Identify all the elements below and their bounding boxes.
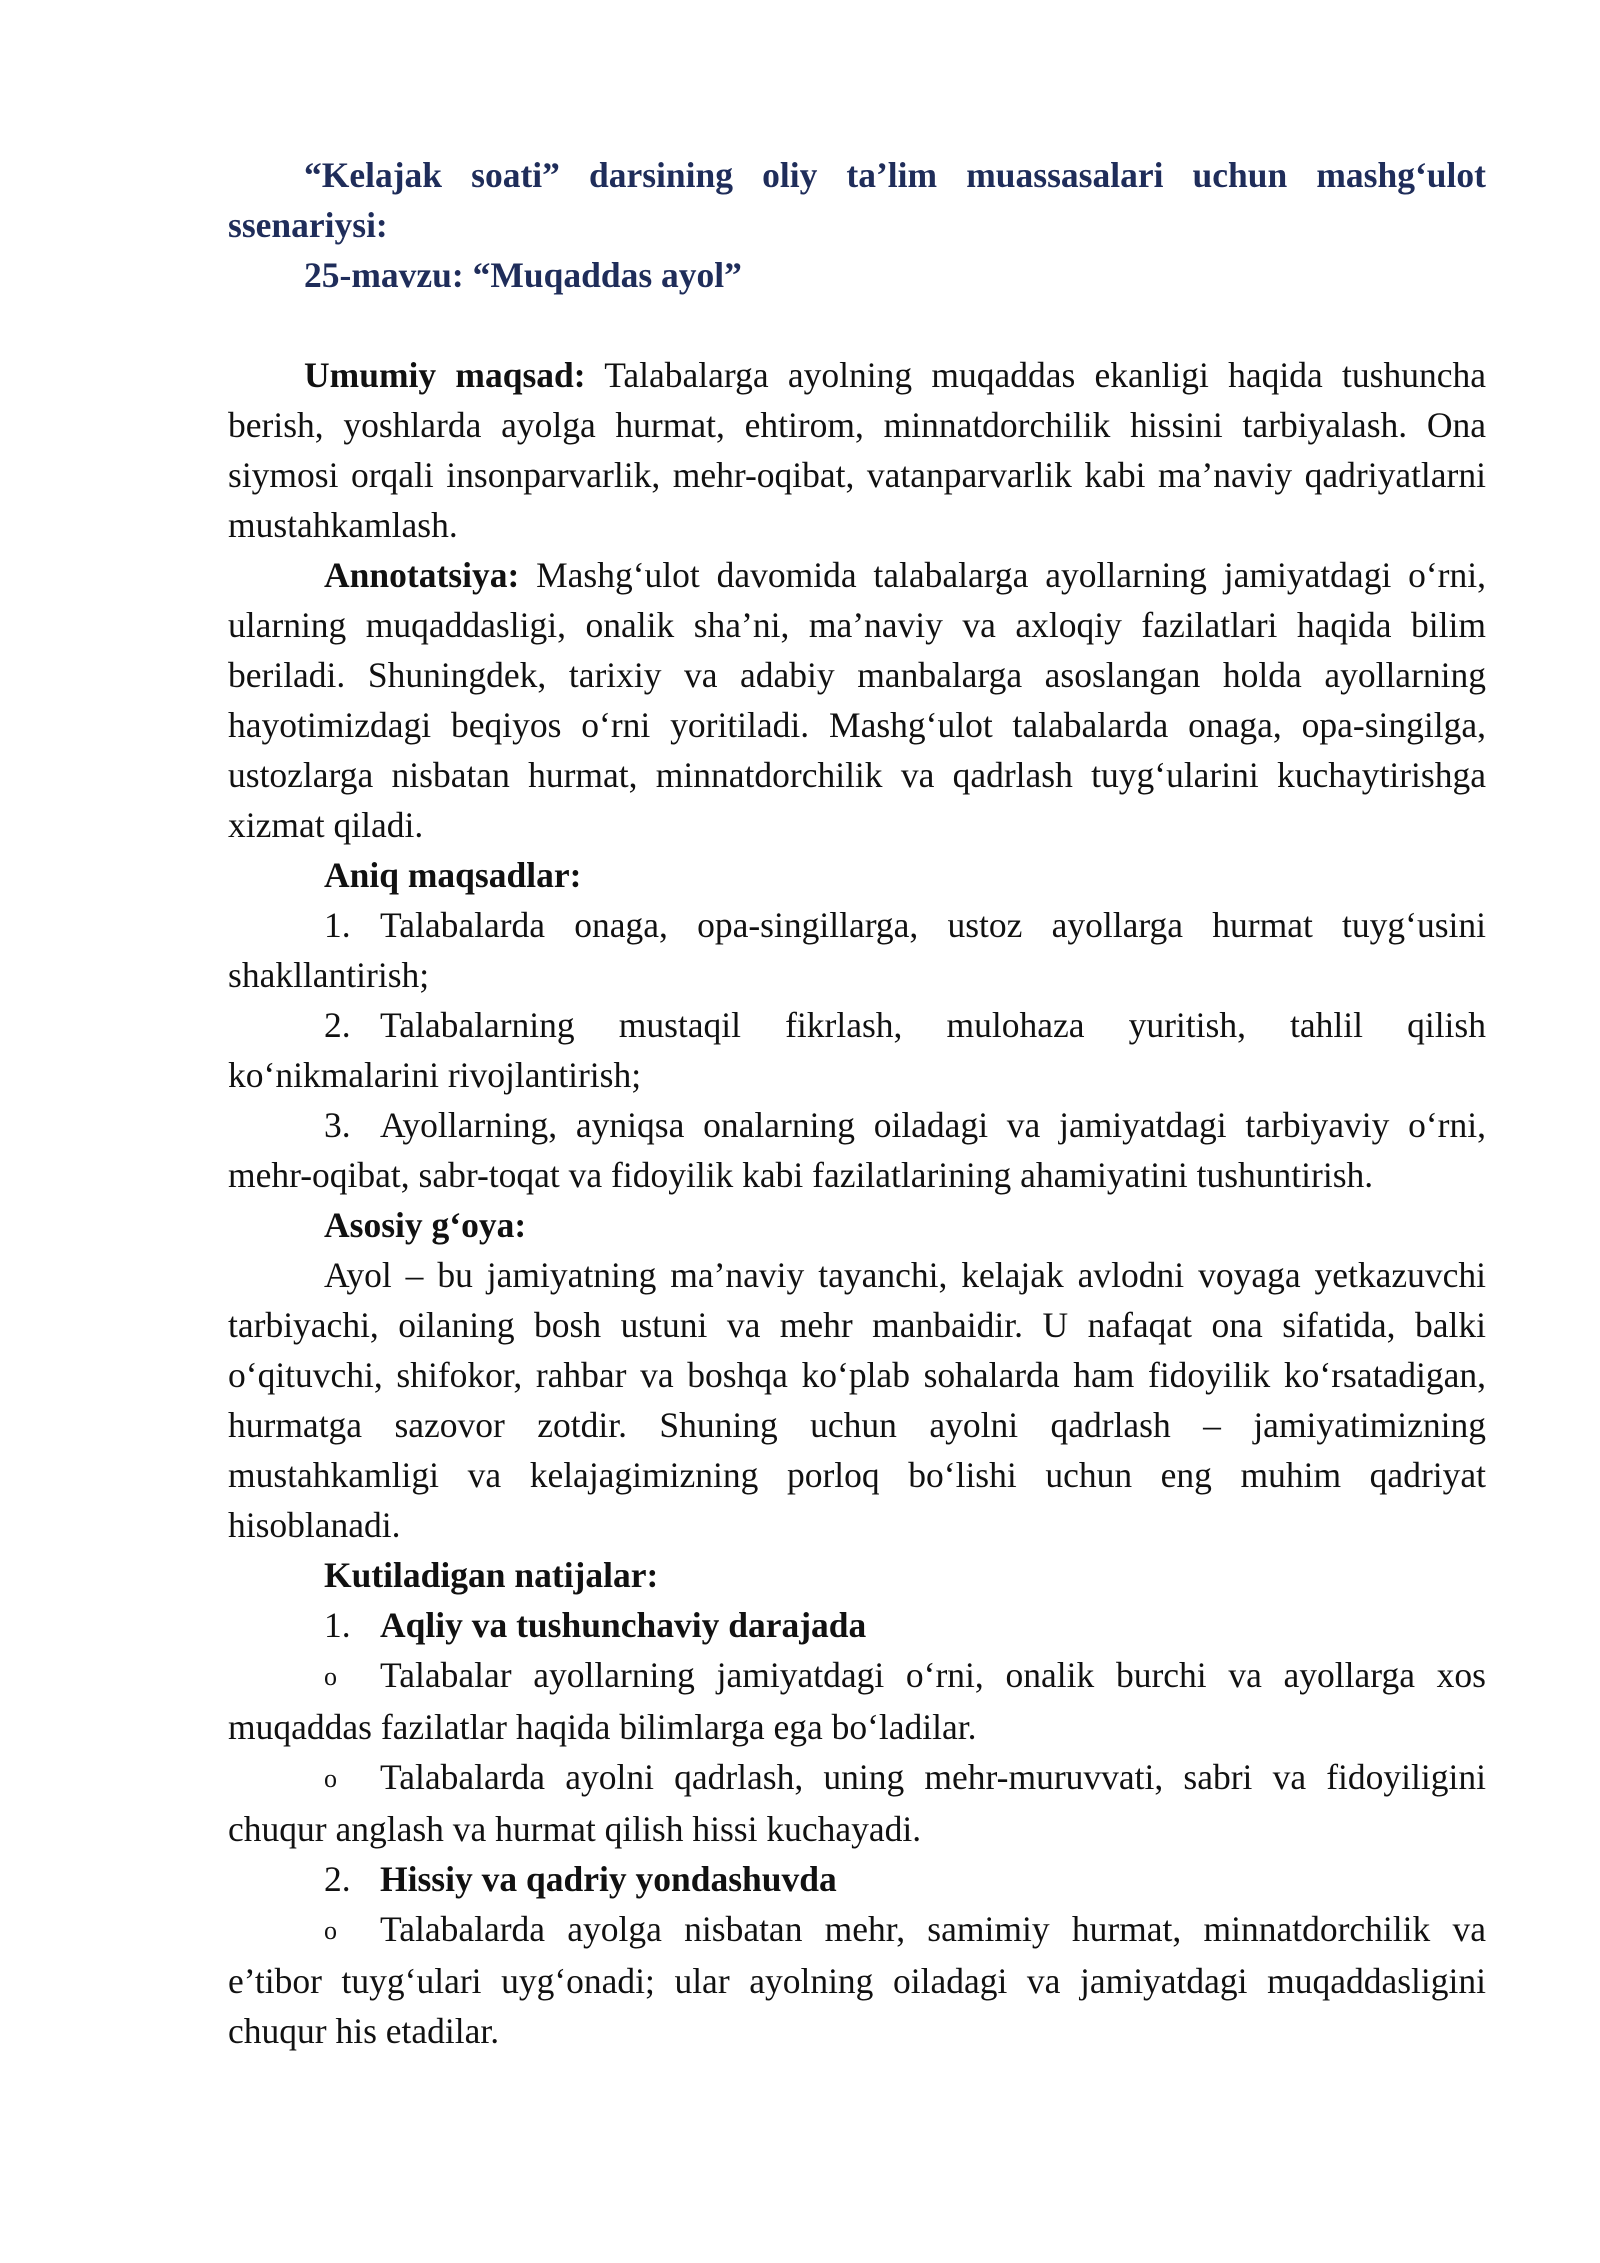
result-bullet-1-2 (228, 1752, 1486, 1854)
specific-goals-heading: Aniq maqsadlar: (324, 855, 582, 895)
annotation-label: Annotatsiya: (324, 555, 520, 595)
result-section-1-label: Aqliy va tushunchaviy darajada (380, 1605, 867, 1645)
document-title (228, 150, 1486, 300)
topic-subtitle: 25-mavzu: “Muqaddas ayol” (304, 255, 742, 295)
result-section-2-label: Hissiy va qadriy yondashuvda (380, 1859, 837, 1899)
bullet-marker: o (324, 1764, 337, 1793)
title-line-1: “Kelajak soati” darsining oliy ta’lim muassasalari uchun mashg‘ulot ssenariysi: (228, 155, 1486, 245)
main-idea-text: Ayol – bu jamiyatning ma’naviy tayanchi, kelajak avlodni voyaga yetkazuvchi tarbiyachi, oilaning bosh ustuni va mehr manbaidir. U nafaqat ona sifatida, balki o‘qituvchi, shifokor, rahbar va boshqa ko‘plab sohalarda ham fidoyilik ko‘rsatadigan, hurmatga sazovor zotdir. Shuning uchun ayolni qadrlash – jamiyatimizning mustahkamligi va kelajagimizning porloq bo‘lishi uchun eng muhim qadriyat hisoblanadi. (228, 1255, 1486, 1545)
specific-goal-number-1: 1. (324, 905, 351, 945)
specific-goal-item-1 (228, 900, 1486, 1000)
result-bullet-text: Talabalarda ayolni qadrlash, uning mehr-muruvvati, sabri va fidoyiligini chuqur anglash va hurmat qilish hissi kuchayadi. (228, 1757, 1486, 1849)
expected-results-heading: Kutiladigan natijalar: (324, 1555, 659, 1595)
bullet-marker: o (324, 1662, 337, 1691)
annotation-paragraph (228, 550, 1486, 850)
result-section-1-title (228, 1600, 1486, 1650)
bullet-marker: o (324, 1916, 337, 1945)
specific-goal-item-2 (228, 1000, 1486, 1100)
result-bullet-text: Talabalar ayollarning jamiyatdagi o‘rni, onalik burchi va ayollarga xos muqaddas fazilatlar haqida bilimlarga ega bo‘ladilar. (228, 1655, 1486, 1747)
general-goal-text: Talabalarga ayolning muqaddas ekanligi haqida tushuncha berish, yoshlarda ayolga hurmat, ehtirom, minnatdorchilik hissini tarbiyalash. Ona siymosi orqali insonparvarlik, mehr-oqibat, vatanparvarlik kabi ma’naviy qadriyatlarni mustahkamlash. (228, 355, 1486, 545)
general-goal-label: Umumiy maqsad: (304, 355, 586, 395)
result-section-1-number: 1. (324, 1605, 351, 1645)
result-section-2-title (228, 1854, 1486, 1904)
specific-goal-number-3: 3. (324, 1105, 351, 1145)
specific-goal-text-1: Talabalarda onaga, opa-singillarga, ustoz ayollarga hurmat tuyg‘usini shakllantirish; (228, 905, 1486, 995)
spacer (228, 300, 1486, 350)
specific-goal-text-3: Ayollarning, ayniqsa onalarning oiladagi va jamiyatdagi tarbiyaviy o‘rni, mehr-oqibat, sabr-toqat va fidoyilik kabi fazilatlarining ahamiyatini tushuntirish. (228, 1105, 1486, 1195)
specific-goal-item-3 (228, 1100, 1486, 1200)
result-bullet-2-1 (228, 1904, 1486, 2056)
result-bullet-text: Talabalarda ayolga nisbatan mehr, samimiy hurmat, minnatdorchilik va e’tibor tuyg‘ulari uyg‘onadi; ular ayolning oiladagi va jamiyatdagi muqaddasligini chuqur his etadilar. (228, 1909, 1486, 2051)
specific-goal-text-2: Talabalarning mustaqil fikrlash, mulohaza yuritish, tahlil qilish ko‘nikmalarini rivojlantirish; (228, 1005, 1486, 1095)
annotation-text: Mashg‘ulot davomida talabalarga ayollarning jamiyatdagi o‘rni, ularning muqaddasligi, onalik sha’ni, ma’naviy va axloqiy fazilatlari haqida bilim beriladi. Shuningdek, tarixiy va adabiy manbalarga asoslangan holda ayollarning hayotimizdagi beqiyos o‘rni yoritiladi. Mashg‘ulot talabalarda onaga, opa-singilga, ustozlarga nisbatan hurmat, minnatdorchilik va qadrlash tuyg‘ularini kuchaytirishga xizmat qiladi. (228, 555, 1486, 845)
result-bullet-1-1 (228, 1650, 1486, 1752)
main-idea-heading: Asosiy g‘oya: (324, 1205, 527, 1245)
result-section-2-number: 2. (324, 1859, 351, 1899)
specific-goal-number-2: 2. (324, 1005, 351, 1045)
general-goal-paragraph (228, 350, 1486, 550)
document-content (228, 150, 1486, 2056)
